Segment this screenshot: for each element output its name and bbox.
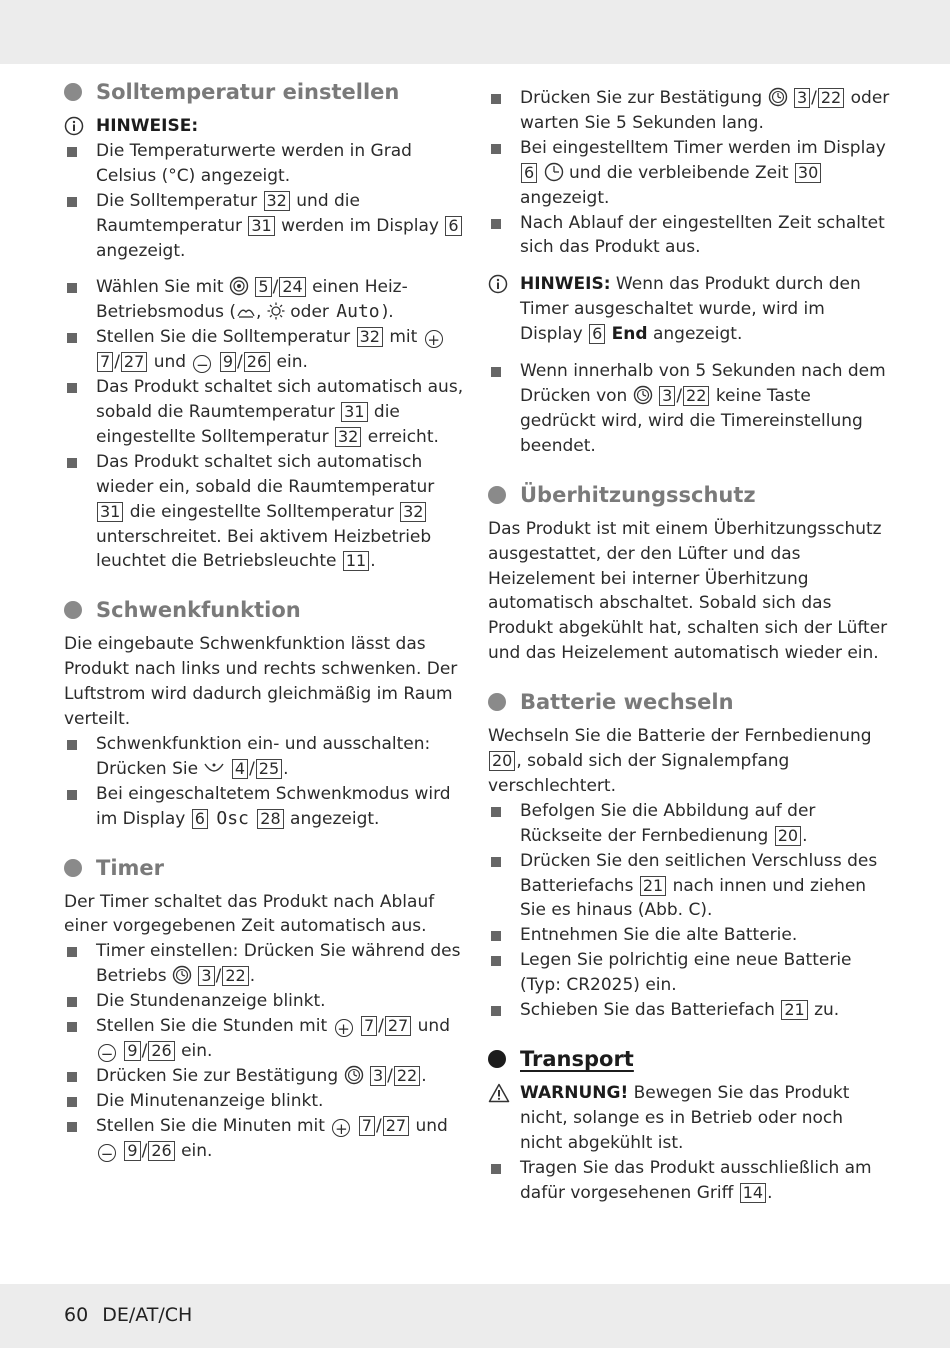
list-item: Tragen Sie das Produkt ausschließlich am dafür vorgesehenen Griff 14 . [488,1156,890,1206]
minus-icon: − [193,355,211,373]
list-item: Drücken Sie den seitlichen Verschluss des Batteriefachs 21 nach innen und ziehen Sie es hinaus (Abb. C). [488,849,890,924]
transport-list [488,1156,890,1206]
language-codes: DE/AT/CH [102,1304,193,1326]
plus-icon: + [335,1019,353,1037]
list-item: Die Minutenanzeige blinkt. [64,1089,464,1114]
hinweis-note: HINWEIS: Wenn das Produkt durch den Timer ausgeschaltet wurde, wird im Display 6 End angezeigt. [488,272,890,347]
minus-icon: − [98,1044,116,1062]
timer-continued-list [488,86,890,260]
minus-icon: − [98,1144,116,1162]
section-title-transport: Transport [488,1045,890,1073]
bullet-dot-icon [64,859,82,877]
timer-icon [172,966,192,986]
list-item: Die Stundenanzeige blinkt. [64,989,464,1014]
batt-intro: Wechseln Sie die Batterie der Fernbedienung 20 , sobald sich der Signalempfang verschlechtert. [488,726,872,796]
timer-icon [768,88,788,108]
bullet-dot-icon [488,693,506,711]
list-item: Das Produkt schaltet sich automatisch aus, sobald die Raumtemperatur 31 die eingestellte Solltemperatur 32 erreicht. [64,375,464,450]
timer-intro: Der Timer schaltet das Produkt nach Ablauf einer vorgegebenen Zeit automatisch aus. [64,891,435,937]
list-item: Schwenkfunktion ein- und ausschalten: Drücken Sie 4 / 25 . [64,732,464,782]
solltemperatur-notes-list [64,139,464,264]
list-item: Drücken Sie zur Bestätigung 3 / 22 oder warten Sie 5 Sekunden lang. [488,86,890,136]
oscillate-icon [203,759,225,779]
plus-icon: + [425,330,443,348]
hinweise-note: HINWEISE: [64,114,464,139]
ueber-intro: Das Produkt ist mit einem Überhitzungsschutz ausgestattet, der den Lüfter und das Heizelement bei interner Überhitzung automatisch abschaltet. Sobald sich das Produkt abgekühlt hat, schalten sich der Lüfter und das Heizelement automatisch wieder ein. [488,518,888,664]
right-column [488,86,890,1206]
list-item: Stellen Sie die Stunden mit + 7 / 27 und − 9 / 26 ein. [64,1014,464,1064]
schwenk-intro: Die eingebaute Schwenkfunktion lässt das Produkt nach links und rechts schwenken. Der Luftstrom wird dadurch gleichmäßig im Raum verteilt. [64,634,458,730]
list-item: Die Temperaturwerte werden in Grad Celsius (°C) angezeigt. [64,139,464,189]
fan-icon [236,302,256,322]
warning-icon [488,1083,510,1111]
bullet-dot-icon [488,486,506,504]
page-number: 60 [64,1304,89,1326]
clock-icon [544,163,564,183]
list-item: Bei eingeschaltetem Schwenkmodus wird im Display 6 Osc 28 angezeigt. [64,782,464,832]
list-item: Wenn innerhalb von 5 Sekunden nach dem Drücken von 3 / 22 keine Taste gedrückt wird, wird die Timereinstellung beendet. [488,359,890,459]
list-item: Entnehmen Sie die alte Batterie. [488,923,890,948]
list-item: Stellen Sie die Solltemperatur 32 mit + 7 / 27 und − 9 / 26 ein. [64,325,464,375]
list-item: Wählen Sie mit 5 / 24 einen Heiz-Betriebsmodus ( , oder Auto ). [64,275,464,325]
list-item: Das Produkt schaltet sich automatisch wieder ein, sobald die Raumtemperatur 31 die eingestellte Solltemperatur 32 unterschreitet. Bei aktivem Heizbetrieb leuchtet die Betriebsleuchte 11 . [64,450,464,575]
bullet-dot-icon [488,1050,506,1068]
bullet-dot-icon [64,601,82,619]
list-item: Schieben Sie das Batteriefach 21 zu. [488,998,890,1023]
list-item: Nach Ablauf der eingestellten Zeit schaltet sich das Produkt aus. [488,211,890,261]
list-item: Stellen Sie die Minuten mit + 7 / 27 und − 9 / 26 ein. [64,1114,464,1164]
batt-list [488,799,890,1023]
section-title-ueberhitzungsschutz: Überhitzungsschutz [488,481,890,509]
info-icon [488,274,508,302]
plus-icon: + [332,1119,350,1137]
timer-icon [344,1066,364,1086]
section-title-schwenkfunktion: Schwenkfunktion [64,596,464,624]
list-item: Bei eingestelltem Timer werden im Display 6 und die verbleibende Zeit 30 angezeigt. [488,136,890,211]
page-footer [64,1304,206,1326]
list-item: Drücken Sie zur Bestätigung 3 / 22 . [64,1064,464,1089]
timer-cancel-list [488,359,890,459]
timer-icon [633,386,653,406]
bullet-dot-icon [64,83,82,101]
header-bar [0,0,950,64]
list-item: Die Solltemperatur 32 und die Raumtemperatur 31 werden im Display 6 angezeigt. [64,189,464,264]
section-title-timer: Timer [64,854,464,882]
schwenk-list [64,732,464,832]
settings-dial-icon [229,277,249,297]
warning-note: WARNUNG! Bewegen Sie das Produkt nicht, solange es in Betrieb oder noch nicht abgekühlt ist. [488,1081,890,1156]
timer-list [64,939,464,1163]
section-title-batterie: Batterie wechseln [488,688,890,716]
left-column [64,78,464,1164]
list-item: Befolgen Sie die Abbildung auf der Rückseite der Fernbedienung 20 . [488,799,890,849]
section-title-solltemperatur: Solltemperatur einstellen [64,78,464,106]
sun-icon [267,302,285,322]
list-item: Legen Sie polrichtig eine neue Batterie (Typ: CR2025) ein. [488,948,890,998]
solltemperatur-steps-list [64,275,464,574]
list-item: Timer einstellen: Drücken Sie während des Betriebs 3 / 22 . [64,939,464,989]
